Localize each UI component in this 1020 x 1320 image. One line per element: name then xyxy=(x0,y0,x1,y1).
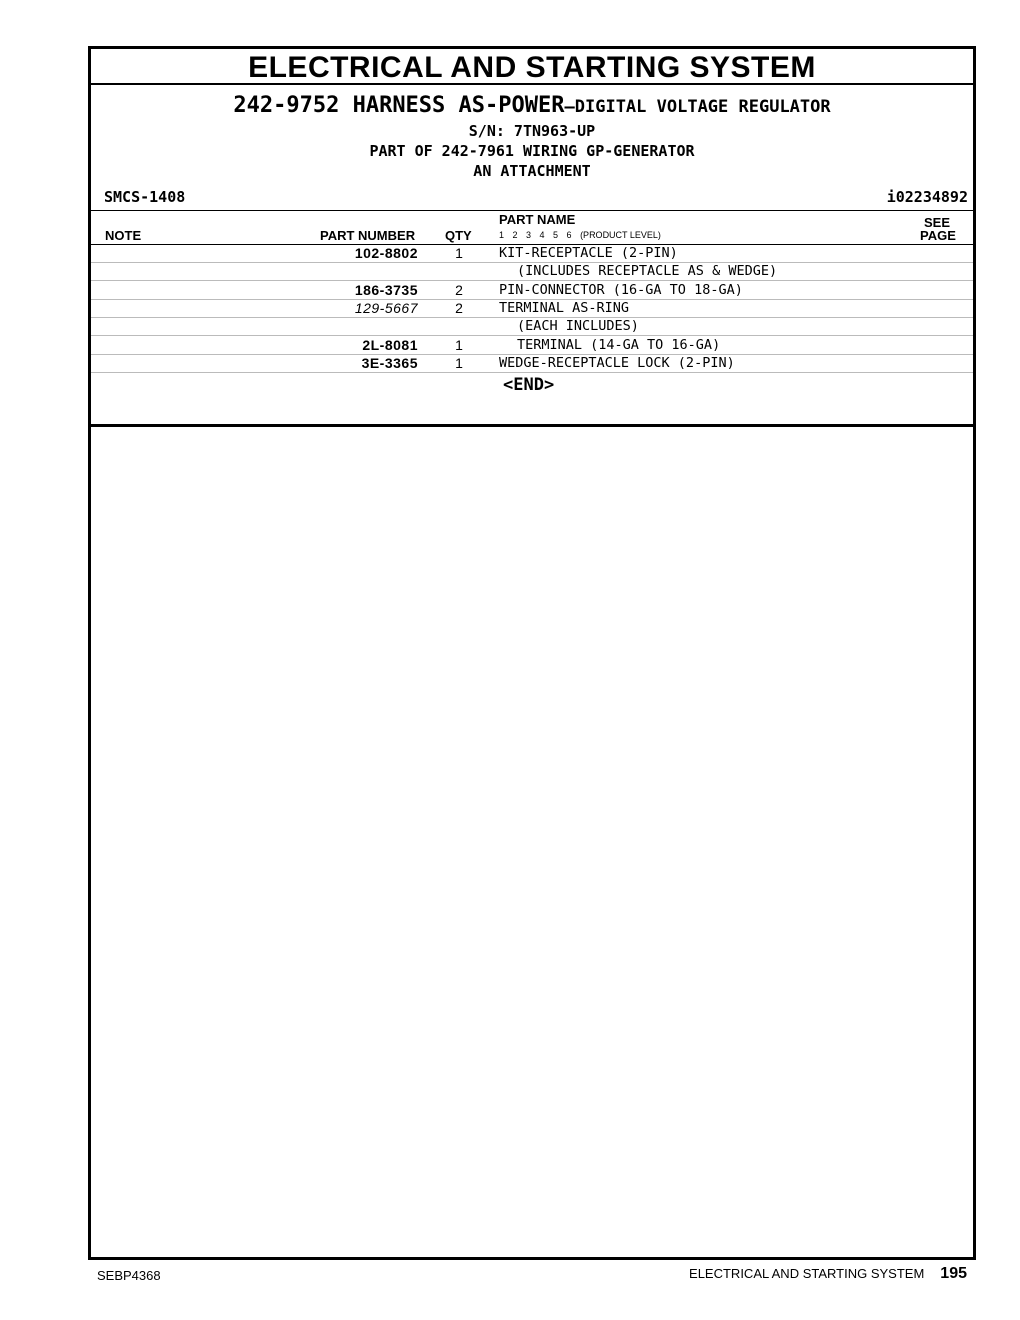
section-title: ELECTRICAL AND STARTING SYSTEM xyxy=(91,49,973,85)
list-bottom-rule xyxy=(91,424,973,427)
table-row xyxy=(91,354,973,372)
col-part-name: PART NAME xyxy=(499,212,576,227)
part-title-main: 242-9752 HARNESS AS-POWER xyxy=(233,93,565,118)
illustration-id: i02234892 xyxy=(886,188,968,206)
footer xyxy=(689,1265,967,1283)
table-row xyxy=(91,336,973,354)
quantity: 2 xyxy=(455,281,463,298)
quantity: 2 xyxy=(455,299,463,316)
footer-doc-id: SEBP4368 xyxy=(97,1268,161,1283)
part-number: 129-5667 xyxy=(354,299,418,316)
table-row xyxy=(91,281,973,299)
part-name: PIN-CONNECTOR (16-GA TO 18-GA) xyxy=(499,281,743,298)
part-title-sub: —DIGITAL VOLTAGE REGULATOR xyxy=(564,97,831,117)
part-name: (INCLUDES RECEPTACLE AS & WEDGE) xyxy=(517,263,778,280)
part-name: WEDGE-RECEPTACLE LOCK (2-PIN) xyxy=(499,354,735,371)
level-numbers: 1 2 3 4 5 6 xyxy=(499,230,572,240)
col-part-number: PART NUMBER xyxy=(320,228,416,243)
part-name: TERMINAL AS-RING xyxy=(499,299,630,316)
table-row xyxy=(91,244,973,262)
table-row xyxy=(91,299,973,317)
part-number: 2L-8081 xyxy=(362,336,418,353)
footer-section: ELECTRICAL AND STARTING SYSTEM xyxy=(689,1266,925,1281)
part-of-line: PART OF 242-7961 WIRING GP-GENERATOR xyxy=(369,142,695,160)
header-rule xyxy=(91,210,973,211)
col-qty: QTY xyxy=(445,228,472,243)
part-number: 186-3735 xyxy=(354,281,418,298)
page-number: 195 xyxy=(940,1265,967,1282)
table-row xyxy=(91,262,973,280)
product-levels xyxy=(499,230,661,240)
page-frame xyxy=(88,46,976,1260)
col-see: SEE xyxy=(924,215,951,230)
part-name: TERMINAL (14-GA TO 16-GA) xyxy=(517,336,721,353)
end-marker: <END> xyxy=(503,375,555,395)
part-title xyxy=(91,93,973,118)
attachment-line: AN ATTACHMENT xyxy=(473,162,591,180)
row-divider xyxy=(91,372,973,373)
part-name: (EACH INCLUDES) xyxy=(517,318,639,335)
serial-number: S/N: 7TN963-UP xyxy=(468,122,596,140)
part-number: 102-8802 xyxy=(354,245,418,261)
smcs-code: SMCS-1408 xyxy=(104,188,186,206)
quantity: 1 xyxy=(455,336,463,353)
part-name: KIT-RECEPTACLE (2-PIN) xyxy=(499,245,678,261)
quantity: 1 xyxy=(455,354,463,371)
table-row xyxy=(91,317,973,335)
col-note: NOTE xyxy=(105,228,142,243)
quantity: 1 xyxy=(455,245,463,261)
product-level-label: (PRODUCT LEVEL) xyxy=(580,230,661,240)
part-number: 3E-3365 xyxy=(361,354,418,371)
col-page: PAGE xyxy=(920,228,956,243)
